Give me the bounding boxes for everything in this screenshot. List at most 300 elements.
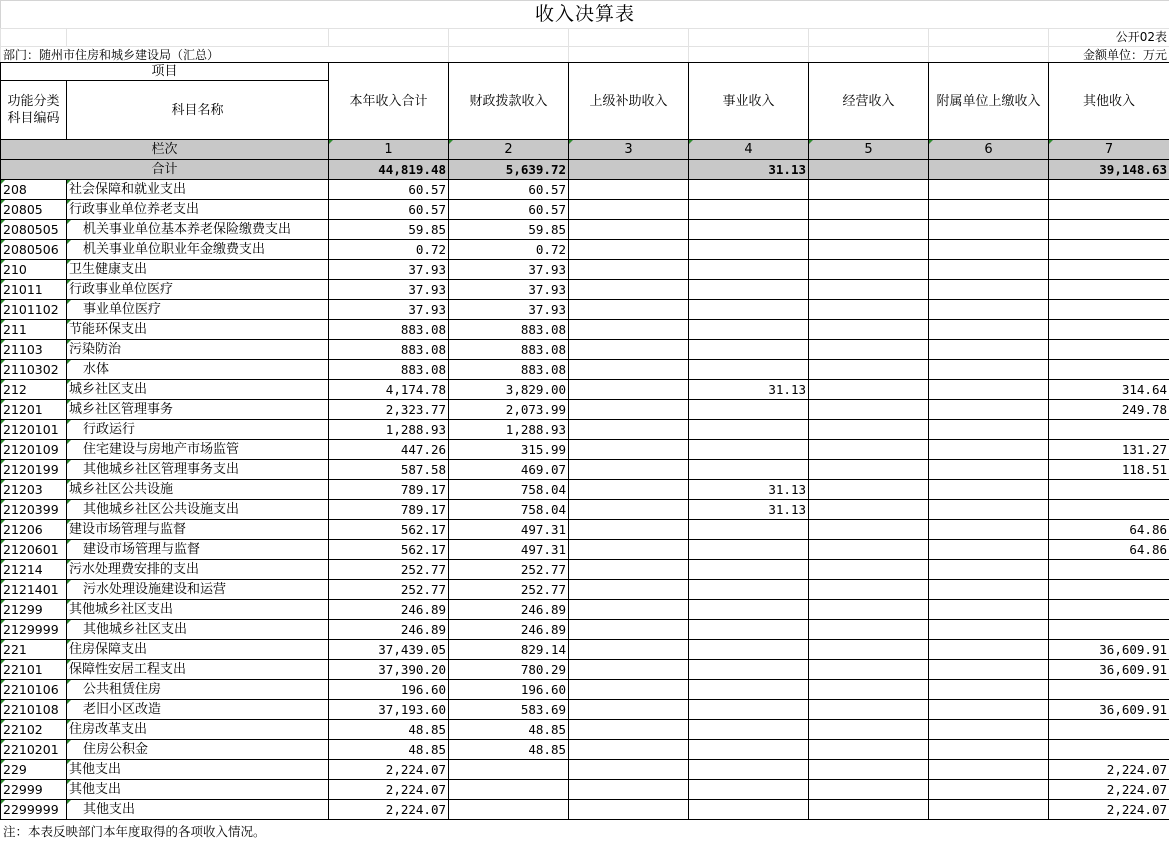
amount-cell (809, 200, 929, 220)
table-row (1, 560, 1169, 580)
table-row (1, 640, 1169, 660)
amount-cell (1049, 560, 1169, 580)
total-value: 39,148.63 (1049, 160, 1169, 180)
amount-cell (809, 620, 929, 640)
amount-cell (569, 320, 689, 340)
amount-cell (809, 460, 929, 480)
amount-cell (929, 380, 1049, 400)
subject-name: 建设市场管理与监督 (67, 520, 329, 540)
func-code: 21214 (1, 560, 67, 580)
func-code: 2129999 (1, 620, 67, 640)
amount-cell (689, 800, 809, 820)
amount-cell: 60.57 (449, 180, 569, 200)
table-row (1, 260, 1169, 280)
amount-cell: 37,439.05 (329, 640, 449, 660)
table-row (1, 400, 1169, 420)
amount-cell (929, 580, 1049, 600)
amount-cell (929, 640, 1049, 660)
amount-cell (929, 220, 1049, 240)
amount-cell: 2,323.77 (329, 400, 449, 420)
amount-cell: 37.93 (449, 260, 569, 280)
amount-cell: 2,224.07 (329, 760, 449, 780)
amount-cell: 469.07 (449, 460, 569, 480)
amount-cell (569, 360, 689, 380)
amount-cell: 883.08 (329, 360, 449, 380)
table-row (1, 600, 1169, 620)
amount-cell (689, 680, 809, 700)
amount-cell (809, 800, 929, 820)
total-value: 44,819.48 (329, 160, 449, 180)
table-row (1, 540, 1169, 560)
func-code: 229 (1, 760, 67, 780)
amount-cell (689, 560, 809, 580)
amount-cell (809, 340, 929, 360)
subject-name: 老旧小区改造 (67, 700, 329, 720)
amount-cell (929, 740, 1049, 760)
func-code: 2110302 (1, 360, 67, 380)
amount-cell (809, 540, 929, 560)
subject-name: 事业单位医疗 (67, 300, 329, 320)
page-title: 收入决算表 (1, 1, 1169, 29)
amount-cell (929, 540, 1049, 560)
column-number: 5 (809, 140, 929, 160)
amount-cell (1049, 600, 1169, 620)
subject-name: 污水处理设施建设和运营 (67, 580, 329, 600)
subject-name: 其他支出 (67, 800, 329, 820)
amount-cell (569, 560, 689, 580)
amount-cell: 131.27 (1049, 440, 1169, 460)
amount-cell (689, 580, 809, 600)
col-header-1: 本年收入合计 (329, 63, 449, 140)
subject-name: 建设市场管理与监督 (67, 540, 329, 560)
subject-name: 其他城乡社区支出 (67, 600, 329, 620)
func-code: 212 (1, 380, 67, 400)
amount-cell: 3,829.00 (449, 380, 569, 400)
amount-cell (689, 180, 809, 200)
project-header: 项目 (1, 63, 329, 81)
subject-name: 行政事业单位医疗 (67, 280, 329, 300)
amount-cell: 64.86 (1049, 520, 1169, 540)
func-code: 2080506 (1, 240, 67, 260)
table-row (1, 660, 1169, 680)
amount-cell (449, 800, 569, 820)
amount-cell (689, 340, 809, 360)
amount-cell (689, 260, 809, 280)
amount-cell (929, 700, 1049, 720)
amount-cell (809, 500, 929, 520)
amount-cell (929, 300, 1049, 320)
amount-cell (929, 600, 1049, 620)
func-code: 2121401 (1, 580, 67, 600)
func-code: 2120601 (1, 540, 67, 560)
amount-cell (809, 720, 929, 740)
amount-cell (569, 280, 689, 300)
table-row (1, 720, 1169, 740)
amount-cell (929, 180, 1049, 200)
amount-cell (929, 500, 1049, 520)
amount-cell: 36,609.91 (1049, 660, 1169, 680)
total-value (569, 160, 689, 180)
amount-cell: 883.08 (449, 360, 569, 380)
subject-name-header: 科目名称 (67, 81, 329, 140)
table-row (1, 280, 1169, 300)
func-code: 22999 (1, 780, 67, 800)
amount-cell (1049, 680, 1169, 700)
amount-cell (689, 640, 809, 660)
subject-name: 住房保障支出 (67, 640, 329, 660)
amount-cell (569, 540, 689, 560)
amount-cell (929, 280, 1049, 300)
subject-name: 住房改革支出 (67, 720, 329, 740)
amount-cell: 246.89 (449, 600, 569, 620)
amount-cell (809, 320, 929, 340)
amount-cell (689, 740, 809, 760)
amount-cell (689, 440, 809, 460)
subject-name: 节能环保支出 (67, 320, 329, 340)
amount-cell: 48.85 (449, 720, 569, 740)
func-code: 2210106 (1, 680, 67, 700)
amount-cell: 562.17 (329, 540, 449, 560)
subject-name: 水体 (67, 360, 329, 380)
col-header-7: 其他收入 (1049, 63, 1169, 140)
table-row (1, 460, 1169, 480)
func-code: 22102 (1, 720, 67, 740)
func-code: 21203 (1, 480, 67, 500)
amount-cell (689, 400, 809, 420)
amount-cell (569, 600, 689, 620)
subject-name: 其他城乡社区支出 (67, 620, 329, 640)
amount-cell: 497.31 (449, 540, 569, 560)
amount-cell (809, 760, 929, 780)
amount-cell: 246.89 (449, 620, 569, 640)
func-code: 221 (1, 640, 67, 660)
func-code: 2101102 (1, 300, 67, 320)
func-code: 2299999 (1, 800, 67, 820)
table-row (1, 420, 1169, 440)
meta-band (0, 28, 1169, 65)
amount-cell: 758.04 (449, 500, 569, 520)
amount-cell: 37.93 (449, 300, 569, 320)
amount-cell: 883.08 (449, 320, 569, 340)
amount-cell (569, 520, 689, 540)
amount-cell (689, 460, 809, 480)
amount-cell (1049, 360, 1169, 380)
amount-cell: 2,224.07 (1049, 800, 1169, 820)
subject-name: 机关事业单位基本养老保险缴费支出 (67, 220, 329, 240)
total-value: 31.13 (689, 160, 809, 180)
amount-cell: 2,224.07 (329, 780, 449, 800)
amount-cell (929, 400, 1049, 420)
func-code: 21299 (1, 600, 67, 620)
amount-cell (809, 420, 929, 440)
amount-cell (569, 620, 689, 640)
amount-cell (569, 700, 689, 720)
func-code: 2210108 (1, 700, 67, 720)
amount-cell (809, 220, 929, 240)
table-row (1, 320, 1169, 340)
amount-cell: 36,609.91 (1049, 640, 1169, 660)
table-row (1, 220, 1169, 240)
amount-cell: 789.17 (329, 500, 449, 520)
subject-name: 公共租赁住房 (67, 680, 329, 700)
amount-cell (929, 620, 1049, 640)
amount-cell (809, 240, 929, 260)
amount-cell (809, 740, 929, 760)
amount-cell (929, 440, 1049, 460)
amount-cell: 246.89 (329, 600, 449, 620)
header-row-project (1, 63, 1169, 81)
amount-cell: 2,073.99 (449, 400, 569, 420)
amount-cell (929, 660, 1049, 680)
amount-cell (929, 780, 1049, 800)
amount-cell: 31.13 (689, 480, 809, 500)
column-number: 1 (329, 140, 449, 160)
amount-cell: 60.57 (449, 200, 569, 220)
amount-cell: 60.57 (329, 180, 449, 200)
amount-cell (929, 520, 1049, 540)
table-row (1, 780, 1169, 800)
amount-cell (1049, 420, 1169, 440)
column-number: 6 (929, 140, 1049, 160)
amount-cell: 37.93 (329, 300, 449, 320)
amount-cell (809, 480, 929, 500)
amount-cell (569, 240, 689, 260)
amount-cell (569, 380, 689, 400)
amount-cell: 4,174.78 (329, 380, 449, 400)
subject-name: 住宅建设与房地产市场监管 (67, 440, 329, 460)
amount-cell (809, 660, 929, 680)
amount-cell (929, 680, 1049, 700)
amount-cell (569, 480, 689, 500)
amount-cell (809, 560, 929, 580)
func-code: 2120101 (1, 420, 67, 440)
func-code: 2120399 (1, 500, 67, 520)
amount-cell (809, 400, 929, 420)
amount-cell: 1,288.93 (329, 420, 449, 440)
subject-name: 行政运行 (67, 420, 329, 440)
amount-cell: 252.77 (329, 560, 449, 580)
amount-cell: 2,224.07 (329, 800, 449, 820)
subject-name: 卫生健康支出 (67, 260, 329, 280)
amount-cell (569, 220, 689, 240)
amount-cell: 883.08 (329, 320, 449, 340)
unit-label: 金额单位：万元 (1049, 47, 1169, 65)
amount-cell (689, 320, 809, 340)
amount-cell: 0.72 (329, 240, 449, 260)
amount-cell (929, 360, 1049, 380)
subject-name: 社会保障和就业支出 (67, 180, 329, 200)
amount-cell (809, 680, 929, 700)
func-code: 210 (1, 260, 67, 280)
subject-name: 其他城乡社区公共设施支出 (67, 500, 329, 520)
table-row (1, 500, 1169, 520)
amount-cell (1049, 240, 1169, 260)
subject-name: 城乡社区支出 (67, 380, 329, 400)
column-number: 4 (689, 140, 809, 160)
amount-cell (1049, 300, 1169, 320)
subject-name: 污染防治 (67, 340, 329, 360)
func-code: 21011 (1, 280, 67, 300)
amount-cell: 37.93 (329, 280, 449, 300)
subject-name: 保障性安居工程支出 (67, 660, 329, 680)
amount-cell (809, 280, 929, 300)
amount-cell (1049, 260, 1169, 280)
amount-cell: 31.13 (689, 500, 809, 520)
amount-cell: 64.86 (1049, 540, 1169, 560)
amount-cell (1049, 480, 1169, 500)
amount-cell: 60.57 (329, 200, 449, 220)
total-value (929, 160, 1049, 180)
amount-cell (569, 760, 689, 780)
amount-cell: 2,224.07 (1049, 780, 1169, 800)
amount-cell: 59.85 (449, 220, 569, 240)
amount-cell: 497.31 (449, 520, 569, 540)
amount-cell (569, 200, 689, 220)
amount-cell (569, 720, 689, 740)
amount-cell (689, 760, 809, 780)
amount-cell (929, 240, 1049, 260)
amount-cell (569, 460, 689, 480)
amount-cell: 59.85 (329, 220, 449, 240)
table-row (1, 380, 1169, 400)
amount-cell: 562.17 (329, 520, 449, 540)
amount-cell (569, 640, 689, 660)
table-row (1, 620, 1169, 640)
func-code-header: 功能分类科目编码 (1, 81, 67, 140)
amount-cell: 780.29 (449, 660, 569, 680)
amount-cell (569, 580, 689, 600)
amount-cell (1049, 720, 1169, 740)
amount-cell: 48.85 (449, 740, 569, 760)
func-code: 2080505 (1, 220, 67, 240)
amount-cell (809, 440, 929, 460)
amount-cell (569, 680, 689, 700)
amount-cell: 883.08 (329, 340, 449, 360)
amount-cell (569, 340, 689, 360)
table-row (1, 700, 1169, 720)
amount-cell (1049, 280, 1169, 300)
total-label: 合计 (1, 160, 329, 180)
amount-cell (1049, 740, 1169, 760)
amount-cell: 789.17 (329, 480, 449, 500)
amount-cell (569, 740, 689, 760)
amount-cell (809, 780, 929, 800)
amount-cell (1049, 180, 1169, 200)
form-number: 公开02表 (1049, 29, 1169, 47)
amount-cell (449, 780, 569, 800)
table-row (1, 300, 1169, 320)
amount-cell: 0.72 (449, 240, 569, 260)
func-code: 21201 (1, 400, 67, 420)
amount-cell: 48.85 (329, 720, 449, 740)
amount-cell (689, 620, 809, 640)
amount-cell (569, 300, 689, 320)
col-header-5: 经营收入 (809, 63, 929, 140)
amount-cell (809, 360, 929, 380)
amount-cell (809, 180, 929, 200)
col-header-6: 附属单位上缴收入 (929, 63, 1049, 140)
amount-cell (1049, 200, 1169, 220)
amount-cell (689, 220, 809, 240)
amount-cell: 883.08 (449, 340, 569, 360)
amount-cell (809, 300, 929, 320)
amount-cell (809, 380, 929, 400)
table-row (1, 800, 1169, 820)
amount-cell (689, 720, 809, 740)
amount-cell (569, 400, 689, 420)
table-row (1, 480, 1169, 500)
amount-cell (809, 640, 929, 660)
amount-cell (689, 300, 809, 320)
column-row-label: 栏次 (1, 140, 329, 160)
amount-cell (1049, 580, 1169, 600)
amount-cell (689, 200, 809, 220)
col-header-3: 上级补助收入 (569, 63, 689, 140)
amount-cell (569, 420, 689, 440)
amount-cell (929, 560, 1049, 580)
amount-cell (929, 460, 1049, 480)
amount-cell (1049, 320, 1169, 340)
amount-cell (929, 260, 1049, 280)
table-row (1, 520, 1169, 540)
table-row (1, 680, 1169, 700)
func-code: 2120109 (1, 440, 67, 460)
col-header-2: 财政拨款收入 (449, 63, 569, 140)
func-code: 2120199 (1, 460, 67, 480)
amount-cell: 315.99 (449, 440, 569, 460)
amount-cell (689, 780, 809, 800)
amount-cell (689, 520, 809, 540)
amount-cell (929, 420, 1049, 440)
func-code: 2210201 (1, 740, 67, 760)
amount-cell (689, 240, 809, 260)
amount-cell (929, 340, 1049, 360)
amount-cell: 2,224.07 (1049, 760, 1169, 780)
amount-cell (569, 660, 689, 680)
table-row (1, 340, 1169, 360)
amount-cell (689, 360, 809, 380)
amount-cell (569, 440, 689, 460)
amount-cell (689, 280, 809, 300)
amount-cell (689, 660, 809, 680)
amount-cell: 1,288.93 (449, 420, 569, 440)
table-row (1, 740, 1169, 760)
amount-cell (1049, 620, 1169, 640)
amount-cell (929, 200, 1049, 220)
subject-name: 其他城乡社区管理事务支出 (67, 460, 329, 480)
amount-cell: 829.14 (449, 640, 569, 660)
table-row (1, 360, 1169, 380)
column-number: 2 (449, 140, 569, 160)
func-code: 22101 (1, 660, 67, 680)
amount-cell (689, 700, 809, 720)
amount-cell (809, 260, 929, 280)
subject-name: 城乡社区公共设施 (67, 480, 329, 500)
amount-cell: 252.77 (449, 580, 569, 600)
subject-name: 污水处理费安排的支出 (67, 560, 329, 580)
amount-cell (809, 580, 929, 600)
amount-cell (929, 800, 1049, 820)
amount-cell: 246.89 (329, 620, 449, 640)
func-code: 211 (1, 320, 67, 340)
total-row (1, 160, 1169, 180)
amount-cell: 37,390.20 (329, 660, 449, 680)
subject-name: 住房公积金 (67, 740, 329, 760)
amount-cell: 118.51 (1049, 460, 1169, 480)
table-row (1, 760, 1169, 780)
amount-cell: 583.69 (449, 700, 569, 720)
amount-cell (569, 500, 689, 520)
